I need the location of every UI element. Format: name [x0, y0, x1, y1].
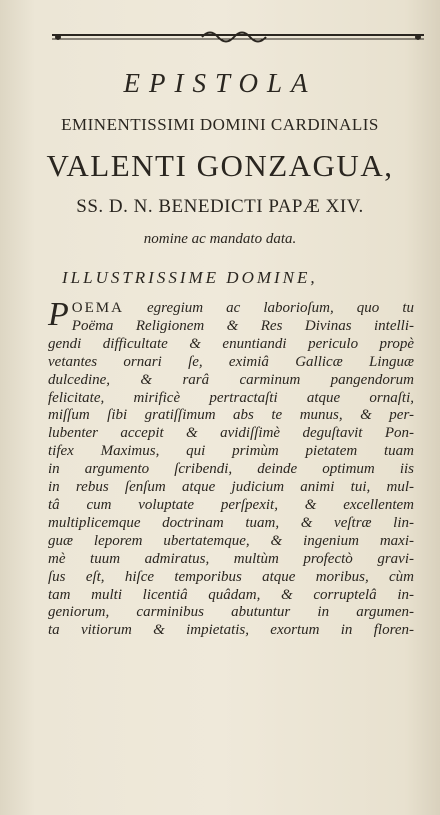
body-line: ta vitiorum & impietatis, exortum in floren- [48, 622, 414, 639]
body-line: mè tuum admiratus, multùm profectò gravi- [48, 550, 414, 567]
cardinal-line: EMINENTISSIMI DOMINI CARDINALIS [61, 115, 379, 134]
body-line: lubenter accepit & avidiſſimè deguſtavit Pon- [48, 425, 414, 442]
mandate-line: nomine ac mandato data. [143, 231, 297, 247]
body-line: OEMA egregium ac laborioſum, quo tu [71, 300, 415, 316]
body-line: in argumento ſcribendi, deinde optimum iis [48, 461, 414, 478]
name-line: VALENTI GONZAGUA, [46, 148, 394, 183]
pope-line: SS. D. N. BENEDICTI PAPÆ XIV. [76, 196, 364, 217]
salutation: ILLUSTRISSIME DOMINE, [62, 268, 318, 287]
body-line: tifex Maximus, qui primùm pietatem tuam [48, 443, 414, 460]
letter-body [48, 296, 415, 640]
body-line: miſſum ſibi gratiſſimum abs te munus, & per- [48, 407, 414, 424]
body-line: ſus eſt, hiſce temporibus atque moribus, cùm [48, 568, 414, 585]
body-line: guæ leporem ubertatemque, & ingenium maxi- [48, 532, 414, 549]
body-line: felicitate, mirificè pertractaſti atque ornaſti, [48, 389, 414, 406]
body-line: tam multi licentiâ quâdam, & corruptelâ in- [48, 586, 414, 603]
body-line: geniorum, carminibus abutuntur in argumen- [48, 604, 414, 621]
body-line: tâ cum voluptate perſpexit, & excellentem [48, 496, 414, 513]
header-ornament [52, 26, 424, 46]
body-line: gendi difficultate & enuntiandi periculo propè [48, 335, 414, 352]
epistola-title: EPISTOLA [123, 68, 317, 98]
drop-capital: P [48, 296, 69, 333]
body-line: dulcedine, & rarâ carminum pangendorum [48, 371, 414, 388]
body-line: Poëma Religionem & Res Divinas intelli- [71, 317, 414, 334]
body-line: multiplicemque doctrinam tuam, & veſtræ lin- [48, 514, 414, 531]
first-word-rest: OEMA [71, 300, 124, 316]
body-line: in rebus ſenſum atque judicium animi tui, mul- [48, 479, 414, 496]
body-line: vetantes ornari ſe, eximiâ Gallicæ Linguæ [48, 353, 414, 370]
